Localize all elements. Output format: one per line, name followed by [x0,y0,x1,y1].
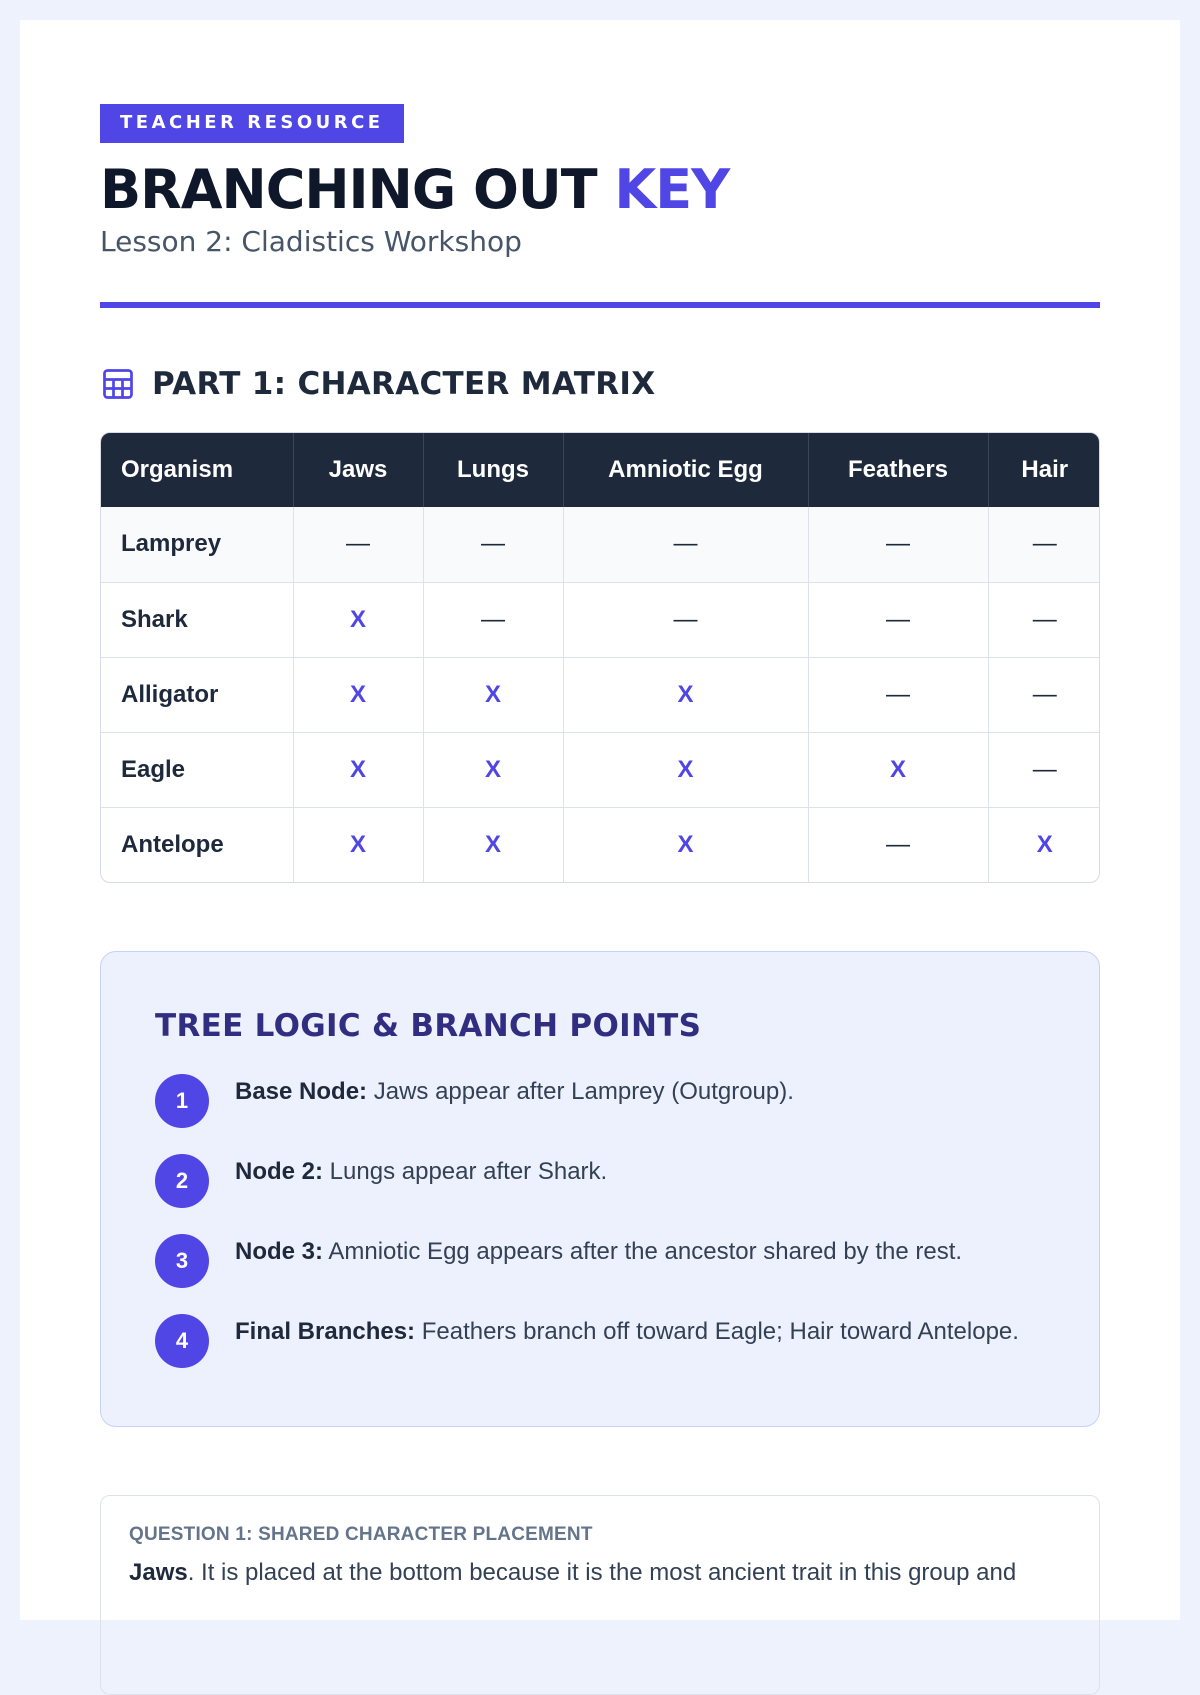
trait-present-cell: X [808,732,988,807]
matrix-column-header: Feathers [808,433,988,507]
question-1-card [100,1495,1100,1695]
part1-title: PART 1: CHARACTER MATRIX [152,366,656,402]
matrix-row [101,507,1100,582]
trait-absent-cell: — [988,732,1100,807]
trait-present-cell: X [988,807,1100,882]
trait-present-cell: X [423,657,563,732]
branch-point-list [155,1074,1045,1394]
step-label: Final Branches: [235,1318,416,1345]
step-label: Node 2: [235,1158,324,1185]
matrix-row [101,582,1100,657]
character-matrix [100,432,1100,883]
trait-absent-cell: — [988,582,1100,657]
matrix-header-row [101,433,1100,507]
step-description: Lungs appear after Shark. [323,1158,608,1185]
trait-absent-cell: — [808,582,988,657]
step-number-badge: 4 [155,1314,209,1368]
branch-point-item [155,1074,1045,1154]
step-number-badge: 1 [155,1074,209,1128]
part1-heading [100,366,1100,402]
step-label: Base Node: [235,1078,368,1105]
trait-absent-cell: — [988,657,1100,732]
matrix-column-header: Amniotic Egg [563,433,808,507]
question-1-answer-text: . It is placed at the bottom because it is the most ancient trait in this group and [187,1559,1017,1586]
trait-absent-cell: — [423,507,563,582]
page-title [100,158,1100,221]
branch-point-item [155,1314,1045,1394]
organism-name: Eagle [101,732,293,807]
teacher-resource-badge: TEACHER RESOURCE [100,104,404,143]
trait-present-cell: X [423,732,563,807]
branch-point-item [155,1234,1045,1314]
trait-absent-cell: — [808,657,988,732]
trait-present-cell: X [293,582,423,657]
trait-present-cell: X [423,807,563,882]
matrix-column-header: Lungs [423,433,563,507]
trait-present-cell: X [293,732,423,807]
character-matrix-table [101,433,1100,882]
step-description: Feathers branch off toward Eagle; Hair toward Antelope. [415,1318,1019,1345]
question-1-answer-term: Jaws [129,1559,188,1586]
trait-absent-cell: — [808,807,988,882]
trait-absent-cell: — [563,507,808,582]
step-text [235,1076,794,1108]
table-grid-icon [100,366,136,402]
question-1-label: QUESTION 1: SHARED CHARACTER PLACEMENT [129,1524,593,1545]
trait-present-cell: X [293,807,423,882]
step-description: Amniotic Egg appears after the ancestor shared by the rest. [323,1238,963,1265]
step-text [235,1316,1019,1348]
title-accent: KEY [614,158,730,221]
step-number-badge: 2 [155,1154,209,1208]
trait-absent-cell: — [423,582,563,657]
trait-present-cell: X [563,807,808,882]
trait-present-cell: X [563,732,808,807]
organism-name: Shark [101,582,293,657]
title-main: BRANCHING OUT [100,158,597,221]
trait-present-cell: X [293,657,423,732]
matrix-column-header: Hair [988,433,1100,507]
lesson-subtitle: Lesson 2: Cladistics Workshop [100,225,522,258]
tree-logic-title: TREE LOGIC & BRANCH POINTS [155,1008,702,1044]
trait-absent-cell: — [563,582,808,657]
organism-name: Lamprey [101,507,293,582]
trait-absent-cell: — [808,507,988,582]
header-divider [100,302,1100,308]
step-label: Node 3: [235,1238,324,1265]
step-text [235,1156,607,1188]
answer-key-page [20,20,1180,1620]
organism-name: Antelope [101,807,293,882]
trait-absent-cell: — [988,507,1100,582]
step-number-badge: 3 [155,1234,209,1288]
step-text [235,1236,962,1268]
question-1-answer [129,1556,1071,1590]
matrix-row [101,807,1100,882]
matrix-row [101,732,1100,807]
matrix-row [101,657,1100,732]
trait-absent-cell: — [293,507,423,582]
branch-point-item [155,1154,1045,1234]
matrix-column-header: Organism [101,433,293,507]
tree-logic-panel [100,951,1100,1427]
matrix-column-header: Jaws [293,433,423,507]
step-description: Jaws appear after Lamprey (Outgroup). [367,1078,794,1105]
organism-name: Alligator [101,657,293,732]
trait-present-cell: X [563,657,808,732]
